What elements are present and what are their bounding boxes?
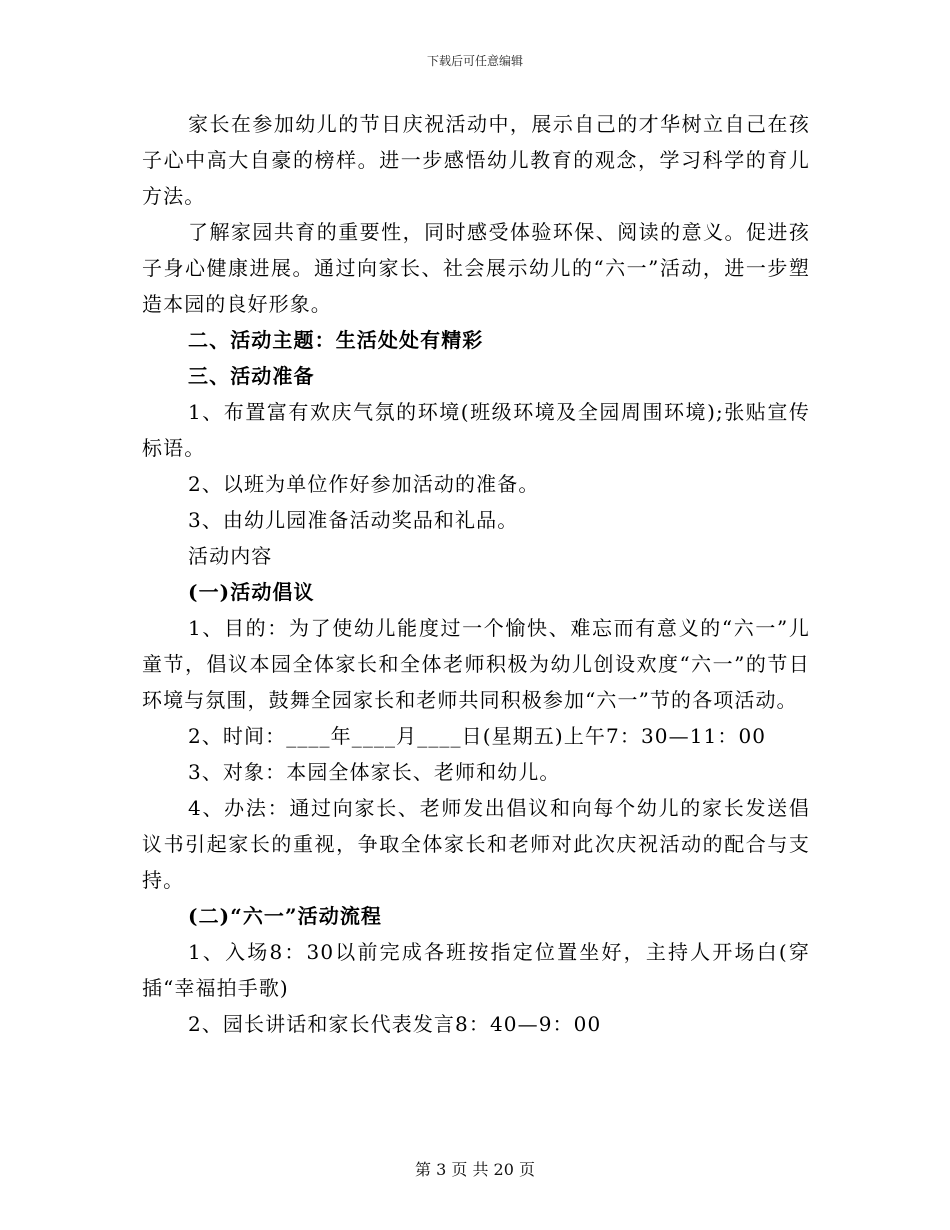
proposal-item-purpose: 1、目的：为了使幼儿能度过一个愉快、难忘而有意义的“六一”儿童节，倡议本园全体家长和全体老师积极为幼儿创设欢度“六一”的节日环境与氛围，鼓舞全园家长和老师共同积极参加“六一”节的各项活动。	[142, 616, 810, 712]
proposal-item-time: 2、时间：____年____月____日(星期五)上午7：30—11：00	[188, 724, 767, 748]
preparation-item-1: 1、布置富有欢庆气氛的环境(班级环境及全园周围环境);张贴宣传标语。	[142, 400, 810, 460]
flow-item-2: 2、园长讲话和家长代表发言8：40—9：00	[188, 1012, 602, 1036]
header-note: 下载后可任意编辑	[426, 54, 523, 68]
flow-item-1: 1、入场8：30以前完成各班按指定位置坐好，主持人开场白(穿插“幸福拍手歌)	[142, 940, 810, 1000]
preparation-item-2: 2、以班为单位作好参加活动的准备。	[188, 472, 540, 496]
page-number: 第 3 页 共 20 页	[415, 1160, 535, 1179]
section-heading-theme: 二、活动主题：生活处处有精彩	[188, 328, 484, 352]
activity-content-label: 活动内容	[188, 544, 273, 568]
subsection-heading-proposal: (一)活动倡议	[188, 580, 315, 604]
paragraph-2: 了解家园共育的重要性，同时感受体验环保、阅读的意义。促进孩子身心健康进展。通过向家长、社会展示幼儿的“六一”活动，进一步塑造本园的良好形象。	[142, 220, 810, 316]
document-body	[142, 106, 810, 1042]
proposal-item-method: 4、办法：通过向家长、老师发出倡议和向每个幼儿的家长发送倡议书引起家长的重视，争取全体家长和老师对此次庆祝活动的配合与支持。	[142, 796, 810, 892]
subsection-heading-flow: (二)“六一”活动流程	[188, 904, 383, 928]
preparation-item-3: 3、由幼儿园准备活动奖品和礼品。	[188, 508, 519, 532]
section-heading-preparation: 三、活动准备	[188, 364, 315, 388]
paragraph-1: 家长在参加幼儿的节日庆祝活动中，展示自己的才华树立自己在孩子心中高大自豪的榜样。进一步感悟幼儿教育的观念，学习科学的育儿方法。	[142, 112, 810, 208]
proposal-item-audience: 3、对象：本园全体家长、老师和幼儿。	[188, 760, 561, 784]
